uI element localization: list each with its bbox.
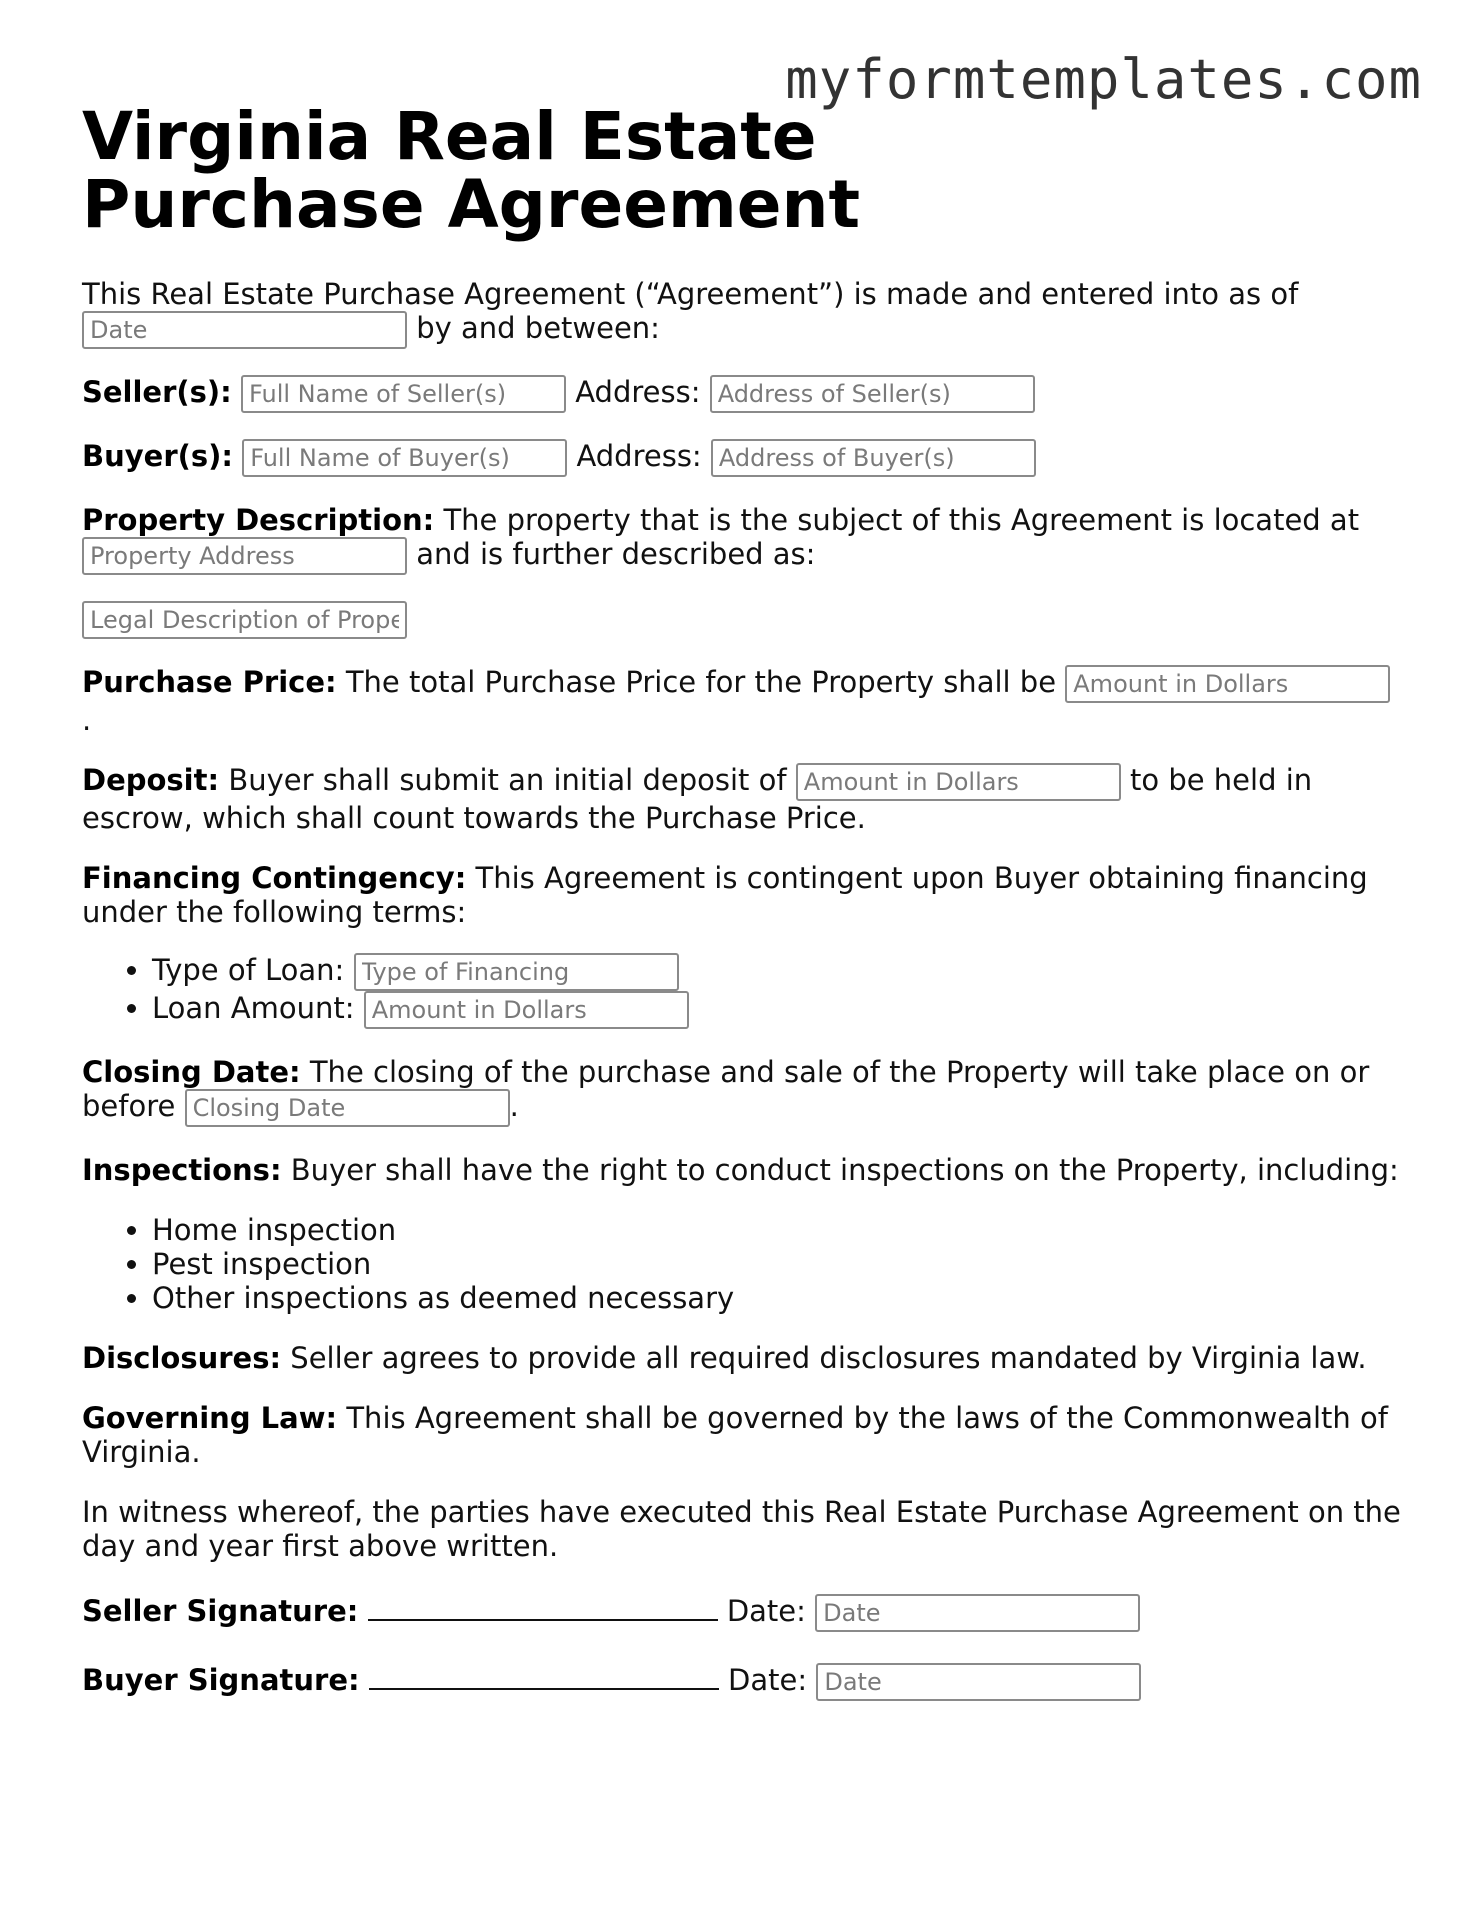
disclosures-text: Seller agrees to provide all required disclosures mandated by Virginia law. xyxy=(290,1341,1367,1375)
list-item xyxy=(152,953,1402,991)
closing-date-input[interactable] xyxy=(185,1089,510,1127)
buyer-address-input[interactable] xyxy=(711,439,1036,477)
intro-text: This Real Estate Purchase Agreement (“Agreement”) is made and entered into as of xyxy=(82,277,1299,311)
property-paragraph xyxy=(82,503,1402,575)
governing-law-paragraph xyxy=(82,1401,1402,1469)
buyer-address-label: Address: xyxy=(576,439,702,473)
legal-description-input[interactable] xyxy=(82,601,407,639)
list-item: • Pest inspection xyxy=(152,1247,1402,1281)
deposit-amount-input[interactable] xyxy=(796,763,1121,801)
governing-law-label: Governing Law: xyxy=(82,1401,338,1435)
property-text: The property that is the subject of this Agreement is located at xyxy=(443,503,1360,537)
governing-law-text: This Agreement shall be governed by the laws of the Commonwealth of Virginia. xyxy=(82,1401,1388,1469)
purchase-price-input[interactable] xyxy=(1065,665,1390,703)
seller-row xyxy=(82,375,1402,413)
witness-paragraph: In witness whereof, the parties have executed this Real Estate Purchase Agreement on the day and year first above written. xyxy=(82,1495,1401,1563)
intro-paragraph xyxy=(82,277,1402,349)
agreement-date-input[interactable] xyxy=(82,311,407,349)
seller-signature-line[interactable] xyxy=(368,1589,718,1621)
closing-text: The closing of the purchase and sale of the Property will take place on or before xyxy=(82,1055,1370,1123)
purchase-price-suffix: . xyxy=(82,703,92,737)
closing-suffix: . xyxy=(509,1089,519,1123)
list-item xyxy=(152,991,1402,1029)
buyer-label: Buyer(s): xyxy=(82,439,233,473)
purchase-price-label: Purchase Price: xyxy=(82,665,337,699)
inspections-label: Inspections: xyxy=(82,1153,282,1187)
buyer-signature-row xyxy=(82,1658,1402,1701)
property-suffix: and is further described as: xyxy=(416,537,816,571)
form-content xyxy=(82,98,1402,1701)
seller-address-label: Address: xyxy=(575,375,701,409)
seller-signature-date-label: Date: xyxy=(726,1594,806,1628)
legal-description-row xyxy=(82,601,1402,639)
seller-signature-date-input[interactable] xyxy=(815,1594,1140,1632)
page-title: Virginia Real Estate Purchase Agreement xyxy=(82,98,861,243)
financing-label: Financing Contingency: xyxy=(82,861,467,895)
seller-label: Seller(s): xyxy=(82,375,232,409)
property-address-input[interactable] xyxy=(82,537,407,575)
closing-label: Closing Date: xyxy=(82,1055,301,1089)
buyer-signature-date-input[interactable] xyxy=(816,1663,1141,1701)
seller-address-input[interactable] xyxy=(710,375,1035,413)
seller-signature-row xyxy=(82,1589,1402,1632)
loan-type-label: Type of Loan: xyxy=(152,953,345,987)
buyer-signature-label: Buyer Signature: xyxy=(82,1663,360,1697)
loan-type-input[interactable] xyxy=(354,953,679,991)
watermark: myformtemplates.com xyxy=(785,48,1422,111)
purchase-price-text: The total Purchase Price for the Property shall be xyxy=(345,665,1057,699)
disclosures-label: Disclosures: xyxy=(82,1341,282,1375)
inspections-list xyxy=(82,1213,1402,1315)
buyer-row xyxy=(82,439,1402,477)
financing-terms-list xyxy=(82,953,1402,1029)
buyer-name-input[interactable] xyxy=(242,439,567,477)
seller-name-input[interactable] xyxy=(241,375,566,413)
deposit-label: Deposit: xyxy=(82,763,220,797)
list-item: • Home inspection xyxy=(152,1213,1402,1247)
inspections-text: Buyer shall have the right to conduct inspections on the Property, including: xyxy=(290,1153,1399,1187)
deposit-paragraph xyxy=(82,763,1402,835)
loan-amount-label: Loan Amount: xyxy=(152,991,355,1025)
seller-signature-label: Seller Signature: xyxy=(82,1594,359,1628)
deposit-text: Buyer shall submit an initial deposit of xyxy=(228,763,787,797)
closing-paragraph xyxy=(82,1055,1402,1127)
purchase-price-paragraph xyxy=(82,665,1402,737)
property-label: Property Description: xyxy=(82,503,435,537)
buyer-signature-date-label: Date: xyxy=(728,1663,808,1697)
intro-suffix: by and between: xyxy=(416,311,660,345)
financing-paragraph xyxy=(82,861,1402,929)
disclosures-paragraph xyxy=(82,1341,1402,1375)
deposit-suffix: to be held in escrow, which shall count towards the Purchase Price. xyxy=(82,763,1313,835)
list-item: • Other inspections as deemed necessary xyxy=(152,1281,1402,1315)
inspections-paragraph xyxy=(82,1153,1402,1187)
financing-text: This Agreement is contingent upon Buyer obtaining financing under the following terms: xyxy=(82,861,1368,929)
loan-amount-input[interactable] xyxy=(364,991,689,1029)
buyer-signature-line[interactable] xyxy=(369,1658,719,1690)
